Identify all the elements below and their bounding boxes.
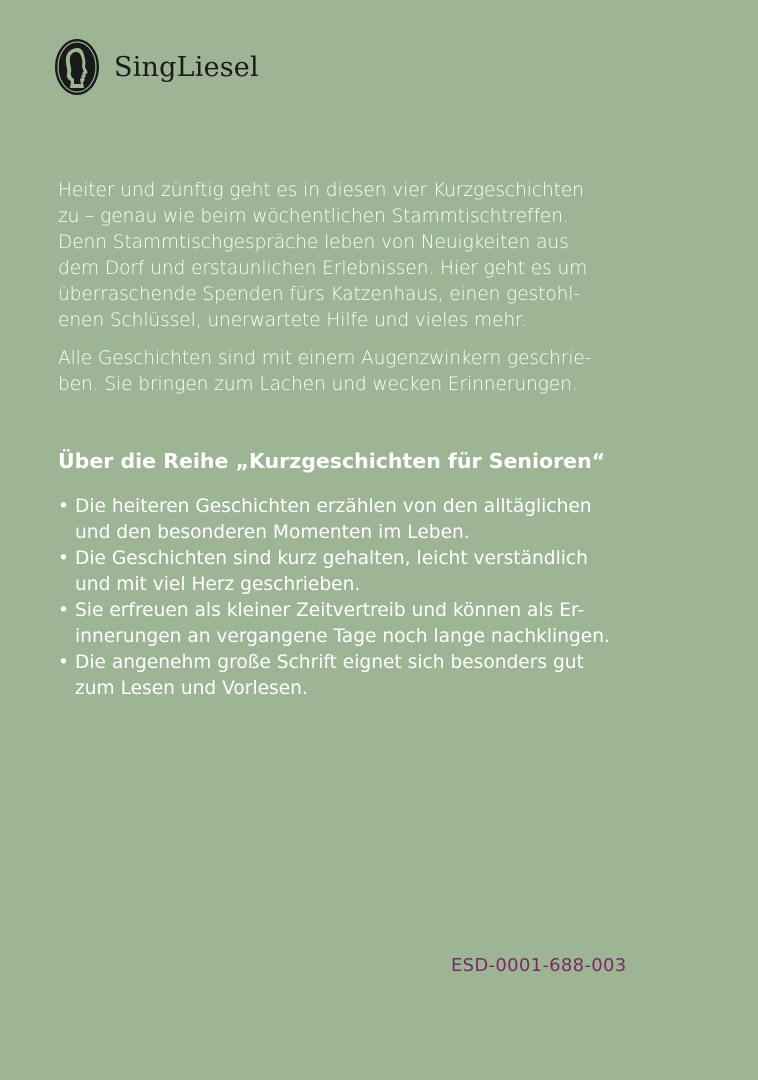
text-line: innerungen an vergangene Tage noch lange nachklingen. (75, 626, 610, 647)
product-code: ESD-0001-688-003 (451, 955, 627, 976)
bullet-icon: • (58, 600, 69, 621)
bullet-icon: • (58, 548, 69, 569)
list-item (58, 598, 708, 650)
brand-name: SingLiesel (114, 51, 259, 83)
intro-paragraph-1 (58, 178, 698, 334)
list-item (58, 494, 708, 546)
text-line: Die Geschichten sind kurz gehalten, leicht verständlich (75, 548, 588, 569)
intro-text (58, 178, 698, 398)
series-heading: Über die Reihe „Kurzgeschichten für Senioren“ (58, 449, 606, 473)
text-line: ben. Sie bringen zum Lachen und wecken Erinnerungen. (58, 374, 578, 395)
text-line: Alle Geschichten sind mit einem Augenzwinkern geschrie- (58, 348, 592, 369)
text-line: Die heiteren Geschichten erzählen von den alltäglichen (75, 496, 592, 517)
intro-paragraph-2 (58, 346, 698, 398)
text-line: zum Lesen und Vorlesen. (75, 678, 308, 699)
text-line: enen Schlüssel, unerwartete Hilfe und vieles mehr. (58, 310, 527, 331)
silhouette-cameo-icon (54, 38, 100, 96)
list-item (58, 546, 708, 598)
text-line: überraschende Spenden fürs Katzenhaus, einen gestohl- (58, 284, 580, 305)
text-line: Sie erfreuen als kleiner Zeitvertreib und können als Er- (75, 600, 585, 621)
list-item (58, 650, 708, 702)
text-line: zu – genau wie beim wöchentlichen Stammtischtreffen. (58, 206, 569, 227)
bullet-icon: • (58, 496, 69, 517)
text-line: und mit viel Herz geschrieben. (75, 574, 361, 595)
text-line: Heiter und zünftig geht es in diesen vier Kurzgeschichten (58, 180, 584, 201)
text-line: Denn Stammtischgespräche leben von Neuigkeiten aus (58, 232, 569, 253)
text-line: Die angenehm große Schrift eignet sich besonders gut (75, 652, 584, 673)
text-line: und den besonderen Momenten im Leben. (75, 522, 470, 543)
series-bullet-list (58, 494, 708, 702)
bullet-icon: • (58, 652, 69, 673)
brand-logo (54, 38, 259, 96)
text-line: dem Dorf und erstaunlichen Erlebnissen. Hier geht es um (58, 258, 588, 279)
